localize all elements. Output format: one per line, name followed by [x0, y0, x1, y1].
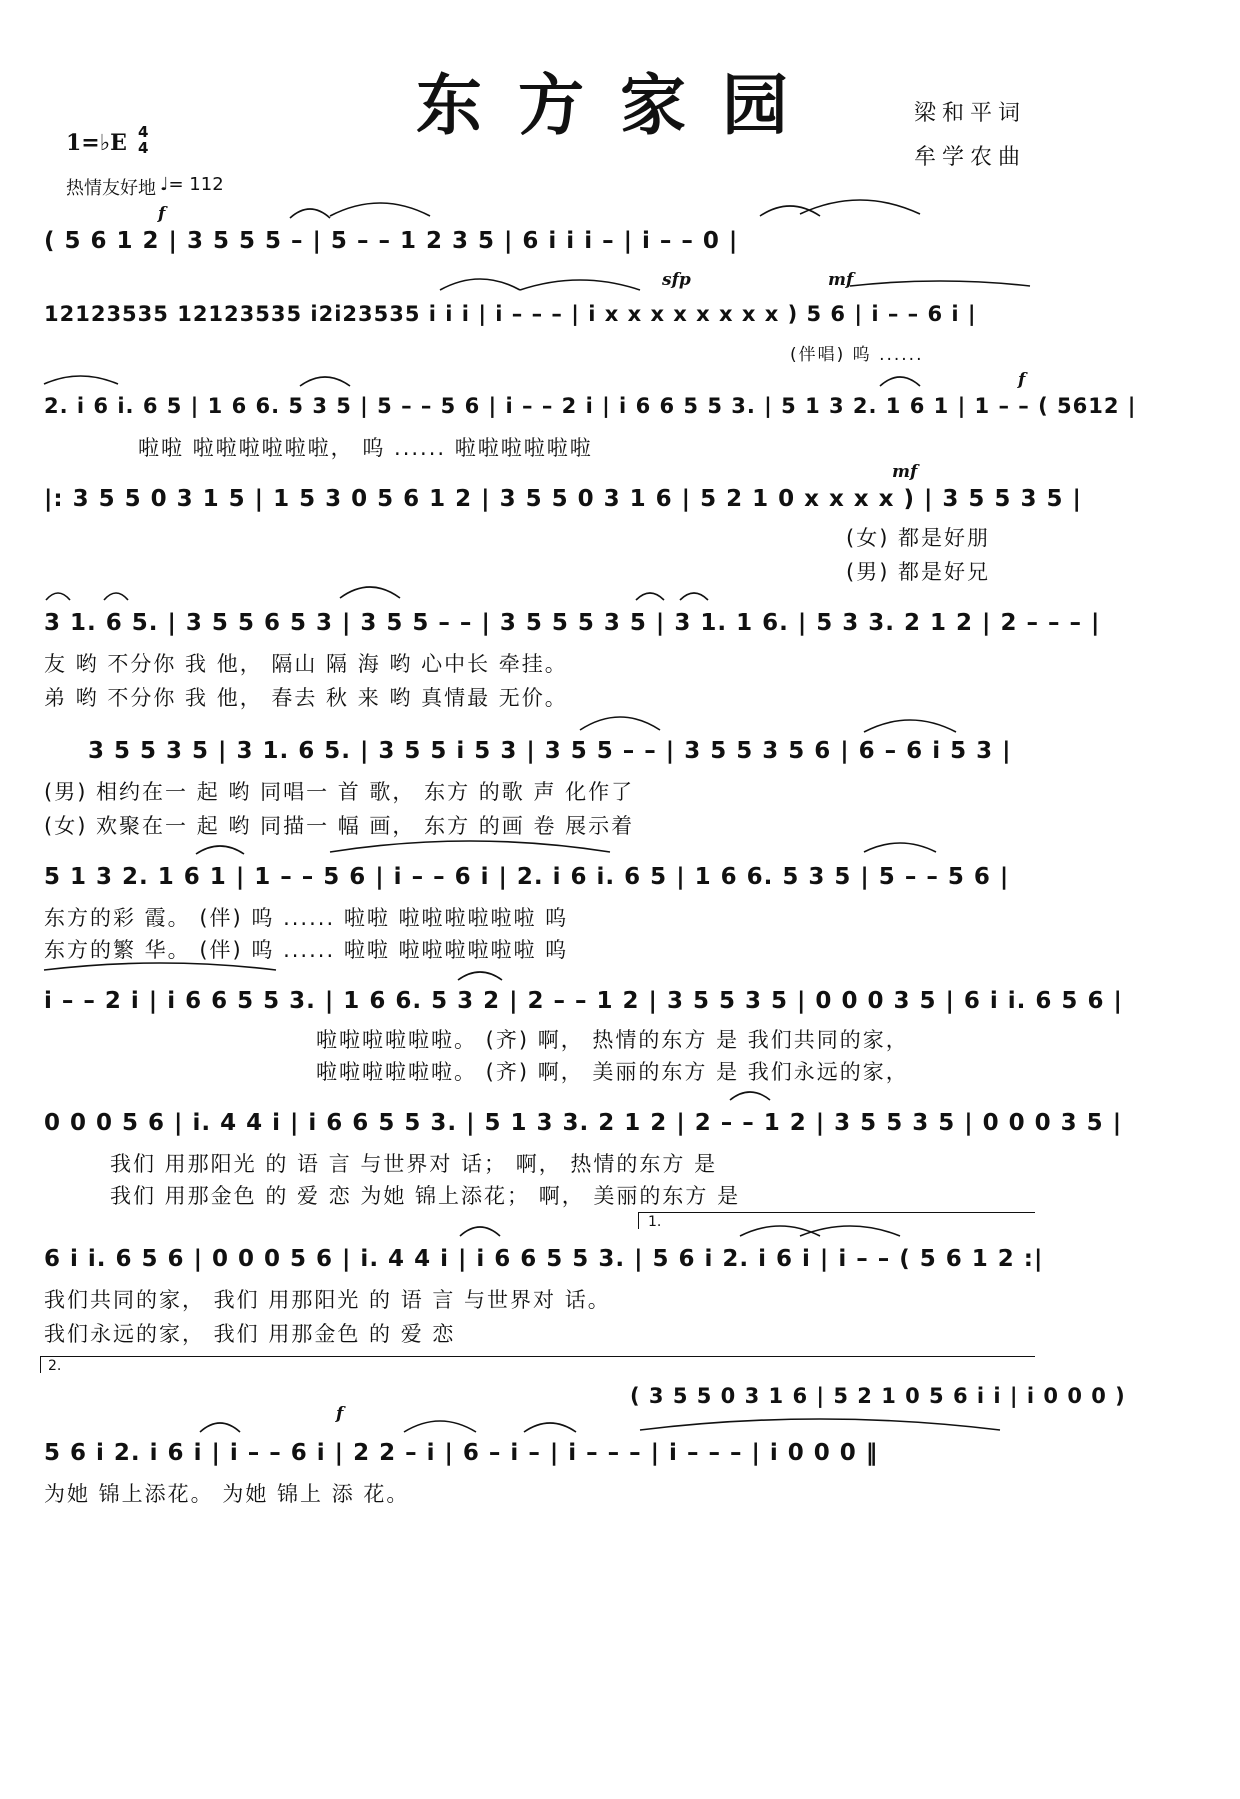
slur: [200, 1423, 240, 1432]
slur: [880, 377, 920, 386]
notation-line-1: ( 5 6 1 2 | 3 5 5 5 – | 5 – – 1 2 3 5 | 6 i i i – | i – – 0 |: [44, 228, 739, 254]
lyric-line-9-1: 我们 用那阳光 的 语 言 与世界对 话； 啊， 热情的东方 是: [110, 1152, 718, 1176]
slur: [440, 279, 520, 290]
time-signature-bottom: 4: [138, 139, 149, 157]
slur: [104, 593, 128, 600]
slur: [850, 281, 1030, 286]
notation-line-2: 12123535 12123535 i2i23535 i i i | i – – – | i x x x x x x x x ) 5 6 | i – – 6 i |: [44, 302, 977, 326]
lyric-line-7-2: 东方的繁 华。 (伴) 呜 ...... 啦啦 啦啦啦啦啦啦 呜: [44, 938, 569, 962]
notation-line-3: 2. i 6 i. 6 5 | 1 6 6. 5 3 5 | 5 – – 5 6 | i – – 2 i | i 6 6 5 5 3. | 5 1 3 2. 1 6 1 | 1 – – ( 5612 |: [44, 394, 1137, 418]
lyric-line-10-2: 我们永远的家， 我们 用那金色 的 爱 恋: [44, 1322, 456, 1346]
first-ending-label: 1.: [648, 1214, 662, 1230]
slur: [458, 972, 502, 980]
dynamic-marking: sfp: [662, 270, 691, 290]
notation-line-9: 0 0 0 5 6 | i. 4 4 i | i 6 6 5 5 3. | 5 1 3 3. 2 1 2 | 2 – – 1 2 | 3 5 5 3 5 | 0 0 0 3 5 |: [44, 1110, 1123, 1136]
slur: [740, 1226, 820, 1236]
slur: [404, 1421, 476, 1432]
slur: [460, 1227, 500, 1236]
notation-line-6: 3 5 5 3 5 | 3 1. 6 5. | 3 5 5 i 5 3 | 3 5 5 – – | 3 5 5 3 5 6 | 6 – 6 i 5 3 |: [88, 738, 1012, 764]
slur: [330, 203, 430, 216]
composer-credit: 牟学农曲: [914, 145, 1027, 170]
slur: [196, 846, 244, 854]
tempo-mark: ♩= 112: [160, 174, 224, 195]
notation-line-5: 3 1. 6 5. | 3 5 5 6 5 3 | 3 5 5 – – | 3 5 5 5 3 5 | 3 1. 1 6. | 5 3 3. 2 1 2 | 2 – – – |: [44, 610, 1101, 636]
notation-line-10: 6 i i. 6 5 6 | 0 0 0 5 6 | i. 4 4 i | i 6 6 5 5 3. | 5 6 i 2. i 6 i | i – – ( 5 6 1 2 :|: [44, 1246, 1044, 1272]
slur: [730, 1092, 770, 1100]
dynamic-marking: f: [336, 1404, 344, 1424]
slur: [520, 280, 640, 290]
lyric-line-6-1: (男) 相约在一 起 哟 同唱一 首 歌， 东方 的歌 声 化作了: [44, 780, 635, 804]
notation-line-12: 5 6 i 2. i 6 i | i – – 6 i | 2 2 – i | 6 – i – | i – – – | i – – – | i 0 0 0 ‖: [44, 1440, 879, 1466]
lyric-line-9-2: 我们 用那金色 的 爱 恋 为她 锦上添花； 啊， 美丽的东方 是: [110, 1184, 741, 1208]
slur: [580, 717, 660, 730]
notation-line-8: i – – 2 i | i 6 6 5 5 3. | 1 6 6. 5 3 2 | 2 – – 1 2 | 3 5 5 3 5 | 0 0 0 3 5 | 6 i i. 6 5 6 |: [44, 988, 1123, 1014]
lyric-line-8-1: 啦啦啦啦啦啦。 (齐) 啊， 热情的东方 是 我们共同的家，: [316, 1028, 909, 1052]
lyric-line-4-2: (男) 都是好兄: [846, 560, 991, 584]
notation-line-4: |: 3 5 5 0 3 1 5 | 1 5 3 0 5 6 1 2 | 3 5 5 0 3 1 6 | 5 2 1 0 x x x x ) | 3 5 5 3 5 |: [44, 486, 1082, 512]
slur: [864, 843, 936, 852]
slur: [640, 1419, 1000, 1430]
slur: [340, 587, 400, 598]
lyric-line-3-1: 啦啦 啦啦啦啦啦啦， 呜 ...... 啦啦啦啦啦啦: [138, 436, 593, 460]
notation-line-11: ( 3 5 5 0 3 1 6 | 5 2 1 0 5 6 i i | i 0 0 0 ): [630, 1384, 1126, 1408]
lyricist-credit: 梁和平词: [914, 101, 1027, 126]
slur: [680, 593, 708, 600]
dynamic-marking: mf: [828, 270, 854, 290]
slur: [800, 200, 920, 214]
slur: [636, 593, 664, 600]
time-signature-top: 4: [138, 123, 149, 141]
lyric-line-10-1: 我们共同的家， 我们 用那阳光 的 语 言 与世界对 话。: [44, 1288, 611, 1312]
notation-line-7: 5 1 3 2. 1 6 1 | 1 – – 5 6 | i – – 6 i | 2. i 6 i. 6 5 | 1 6 6. 5 3 5 | 5 – – 5 6 |: [44, 864, 1010, 890]
slur: [330, 841, 610, 852]
slur: [864, 720, 956, 732]
slur: [46, 593, 70, 600]
slur: [290, 209, 330, 218]
key-signature: 1=♭E: [66, 130, 127, 156]
lyric-line-2-1: (伴唱) 呜 ......: [790, 345, 924, 365]
tempo-text: 热情友好地: [66, 178, 156, 199]
lyric-line-5-2: 弟 哟 不分你 我 他， 春去 秋 来 哟 真情最 无价。: [44, 686, 568, 710]
dynamic-marking: mf: [892, 462, 918, 482]
song-title: 东方家园: [416, 66, 824, 144]
dynamic-marking: f: [1018, 370, 1026, 390]
second-ending-label: 2.: [48, 1358, 62, 1374]
slur: [44, 376, 118, 384]
lyric-line-6-2: (女) 欢聚在一 起 哟 同描一 幅 画， 东方 的画 卷 展示着: [44, 814, 635, 838]
slur: [524, 1423, 576, 1432]
lyric-line-8-2: 啦啦啦啦啦啦。 (齐) 啊， 美丽的东方 是 我们永远的家，: [316, 1060, 909, 1084]
lyric-line-4-1: (女) 都是好朋: [846, 526, 991, 550]
slur: [760, 206, 820, 216]
lyric-line-5-1: 友 哟 不分你 我 他， 隔山 隔 海 哟 心中长 牵挂。: [44, 652, 568, 676]
lyric-line-12-1: 为她 锦上添花。 为她 锦上 添 花。: [44, 1482, 410, 1506]
lyric-line-7-1: 东方的彩 霞。 (伴) 呜 ...... 啦啦 啦啦啦啦啦啦 呜: [44, 906, 569, 930]
dynamic-marking: f: [158, 204, 166, 224]
slur: [300, 377, 350, 386]
slur: [44, 963, 276, 970]
